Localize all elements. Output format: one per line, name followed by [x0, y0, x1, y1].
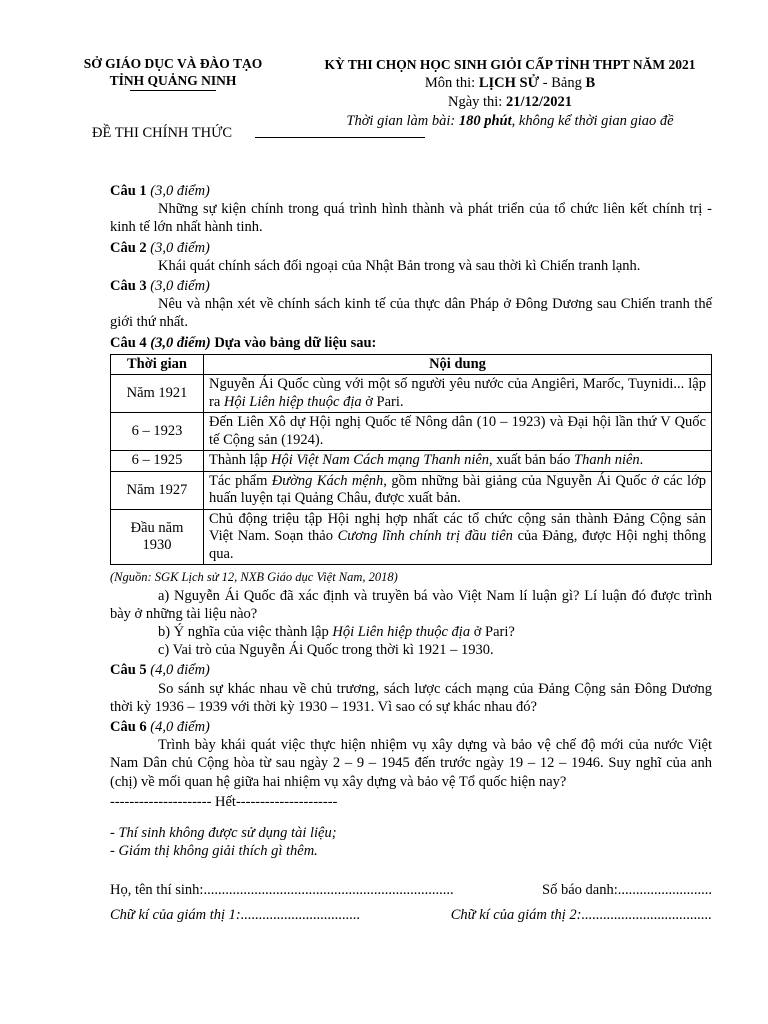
col-time-header: Thời gian: [111, 354, 204, 375]
end-marker: --------------------- Hết---------------------: [110, 793, 338, 810]
table-row: Đầu năm 1930 Chủ động triệu tập Hội nghị hợp nhất các tổ chức cộng sản thành Đảng Cộng sản Việt Nam. Soạn thảo Cương lĩnh chính trị đầu tiên của Đảng, được Hội nghị thông qua.: [111, 509, 712, 565]
table-header-row: [111, 354, 712, 375]
signature-row: [110, 906, 712, 924]
table-row: Năm 1921 Nguyễn Ái Quốc cùng với một số người yêu nước của Angiêri, Marốc, Tuynidi... lập ra Hội Liên hiệp thuộc địa ở Pari.: [111, 375, 712, 413]
table-row: Năm 1927 Tác phẩm Đường Kách mệnh, gồm những bài giảng của Nguyễn Ái Quốc ở các lớp huấn luyện tại Quảng Châu, được xuất bản.: [111, 471, 712, 509]
question-1-heading: Câu 1 (3,0 điểm): [110, 183, 210, 199]
official-label: ĐỀ THI CHÍNH THỨC: [92, 125, 233, 141]
department-name: SỞ GIÁO DỤC VÀ ĐÀO TẠO: [83, 56, 263, 71]
exam-title: KỲ THI CHỌN HỌC SINH GIỎI CẤP TỈNH THPT NĂM 2021: [324, 57, 696, 72]
subject: LỊCH SỬ: [478, 75, 540, 91]
province-name: TỈNH QUẢNG NINH: [109, 73, 237, 88]
exam-content: [110, 182, 712, 924]
date-line: Ngày thi: 21/12/2021: [447, 94, 573, 110]
data-table: [110, 354, 712, 566]
question-4c: c) Vai trò của Nguyễn Ái Quốc trong thời kì 1921 – 1930.: [158, 642, 494, 659]
department-header: [58, 55, 288, 91]
note-1: - Thí sinh không được sử dụng tài liệu;: [110, 824, 337, 841]
question-5-heading: Câu 5 (4,0 điểm): [110, 662, 210, 679]
question-6-text: Trình bày khái quát việc thực hiện nhiệm vụ xây dựng và bảo vệ chế độ mới của nước Việt Nam Dân chủ Cộng hòa từ sau ngày 2 – 9 – 1945 đến trước ngày 19 – 12 – 1946. Suy nghĩ của anh (chị) về mối quan hệ giữa hai nhiệm vụ xây dựng và bảo vệ Tổ quốc hiện nay?: [110, 737, 712, 790]
question-3-heading: Câu 3 (3,0 điểm): [110, 278, 210, 295]
supervisor-1-signature: Chữ kí của giám thị 1:.................................: [110, 906, 361, 923]
subject-line: Môn thi: LỊCH SỬ - Bảng B: [424, 75, 596, 91]
official-underline: [255, 137, 425, 138]
question-2-text: Khái quát chính sách đối ngoại của Nhật Bản trong và sau thời kì Chiến tranh lạnh.: [158, 257, 641, 274]
candidate-number-field: Số báo danh:..........................: [542, 882, 712, 899]
exam-date: 21/12/2021: [505, 94, 573, 110]
question-1-text: Những sự kiện chính trong quá trình hình thành và phát triển của tổ chức liên kết chính trị - kinh tế lớn nhất hành tinh.: [110, 201, 712, 236]
supervisor-2-signature: Chữ kí của giám thị 2:....................................: [450, 906, 712, 923]
candidate-name-field: Họ, tên thí sinh:.....................................................................: [110, 882, 454, 899]
candidate-info-row: [110, 881, 712, 899]
group: B: [585, 75, 596, 91]
exam-duration: 180 phút: [458, 113, 512, 129]
question-6-heading: Câu 6 (4,0 điểm): [110, 718, 210, 735]
exam-header: [290, 55, 730, 131]
table-row: 6 – 1925 Thành lập Hội Việt Nam Cách mạng Thanh niên, xuất bản báo Thanh niên.: [111, 451, 712, 472]
question-2-heading: Câu 2 (3,0 điểm): [110, 239, 210, 256]
header-underline: [130, 90, 216, 91]
table-source: (Nguồn: SGK Lịch sử 12, NXB Giáo dục Việt Nam, 2018): [110, 570, 398, 585]
question-5-text: So sánh sự khác nhau về chủ trương, sách lược cách mạng của Đảng Cộng sản Đông Dương thời kỳ 1936 – 1939 với thời kỳ 1930 – 1931. Vì sao có sự khác nhau đó?: [110, 680, 712, 715]
table-row: 6 – 1923 Đến Liên Xô dự Hội nghị Quốc tế Nông dân (10 – 1923) và Đại hội lần thứ V Quốc tế Cộng sản (1924).: [111, 413, 712, 451]
question-4b: b) Ý nghĩa của việc thành lập Hội Liên hiệp thuộc địa ở Pari?: [158, 623, 515, 640]
col-content-header: Nội dung: [204, 354, 712, 375]
question-4-heading: Câu 4 (3,0 điểm) Dựa vào bảng dữ liệu sau:: [110, 334, 377, 351]
question-3-text: Nêu và nhận xét về chính sách kinh tế của thực dân Pháp ở Đông Dương sau Chiến tranh thế giới thứ nhất.: [110, 296, 712, 331]
note-2: - Giám thị không giải thích gì thêm.: [110, 843, 318, 860]
question-4a: a) Nguyễn Ái Quốc đã xác định và truyền bá vào Việt Nam lí luận gì? Lí luận đó được trình bày ở những tài liệu nào?: [110, 587, 712, 622]
time-line: Thời gian làm bài: 180 phút, không kể thời gian giao đề: [346, 113, 674, 129]
